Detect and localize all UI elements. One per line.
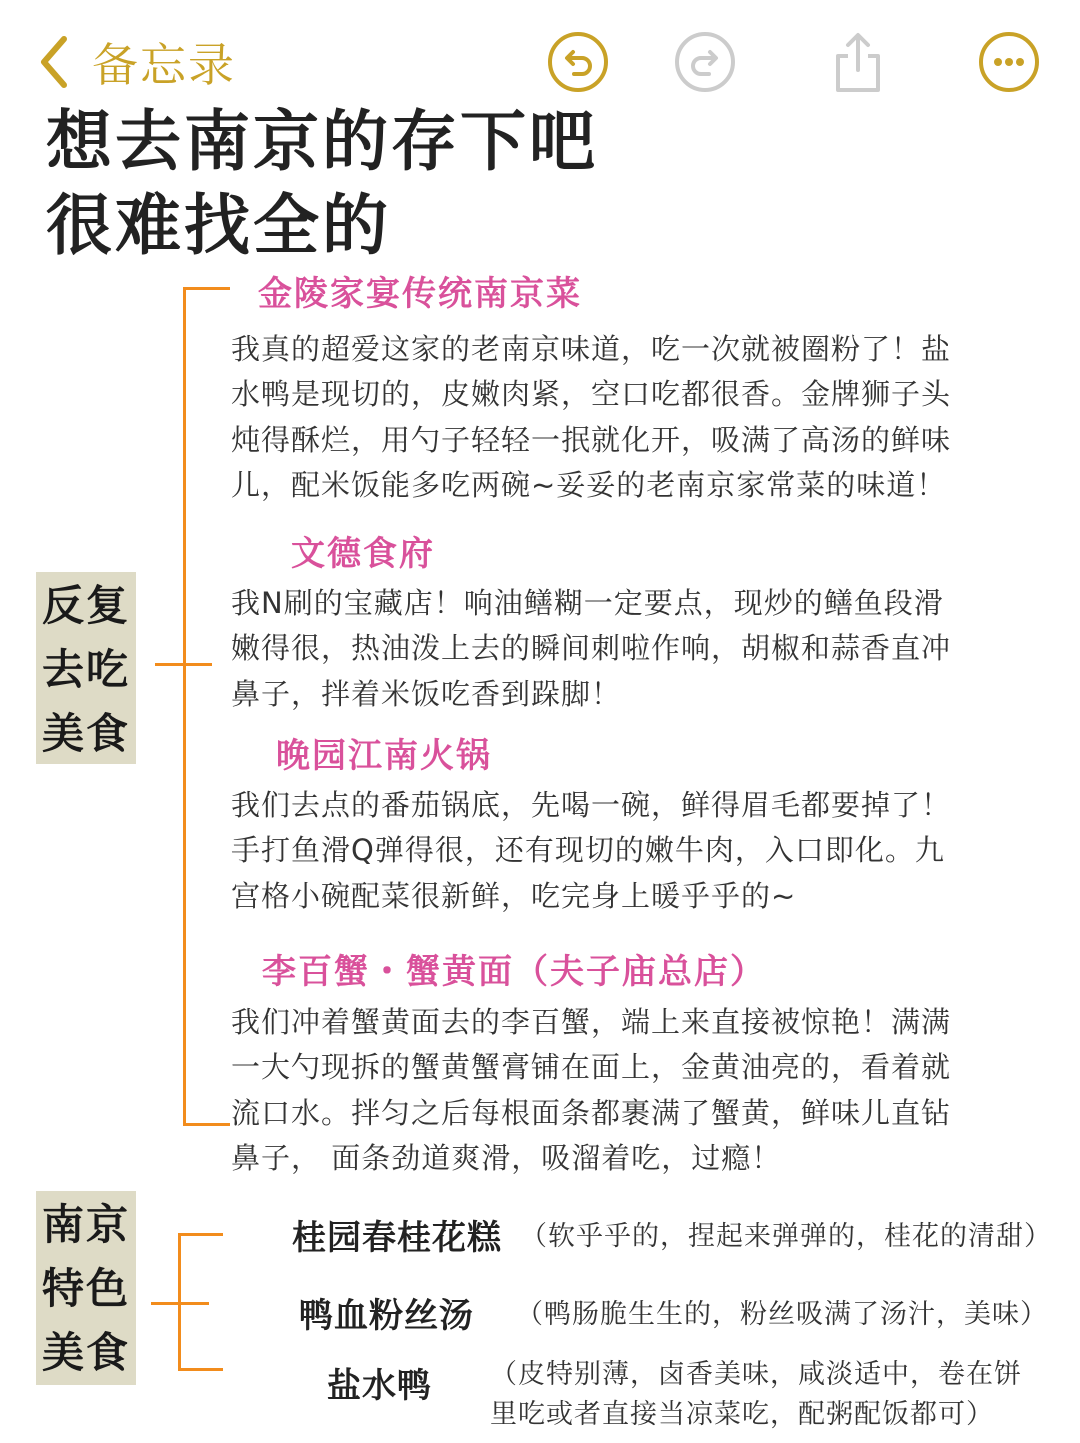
restaurant-description: 我N刷的宝藏店！响油鳝糊一定要点，现炒的鳝鱼段滑 嫩得很，热油泼上去的瞬间刺啦作响，胡椒和蒜香直冲 鼻子，拌着米饭吃香到跺脚！ xyxy=(231,586,952,711)
section-label-repeat-food: 反复 去吃 美食 xyxy=(36,572,136,764)
restaurant-description: 我们冲着蟹黄面去的李百蟹，端上来直接被惊艳！满满 一大勺现拆的蟹黄蟹膏铺在面上，金黄油亮的，看着就 流口水。拌匀之后每根面条都裹满了蟹黄，鲜味儿直钻 鼻子， 面条劲道爽滑，吸溜着吃，过瘾！ xyxy=(231,1005,952,1175)
specialty-description: （软乎乎的，捏起来弹弹的，桂花的清甜） xyxy=(520,1221,1052,1252)
bracket2-middle xyxy=(151,1302,209,1305)
back-label: 备忘录 xyxy=(92,38,236,92)
bracket-vertical xyxy=(183,287,186,1126)
restaurant-name: 晚园江南火锅 xyxy=(276,736,492,776)
restaurant-description: 我们去点的番茄锅底，先喝一碗，鲜得眉毛都要掉了！ 手打鱼滑Q弹得很，还有现切的嫩牛肉，入口即化。九 宫格小碗配菜很新鲜，吃完身上暖乎乎的~ xyxy=(231,788,952,913)
specialty-name: 鸭血粉丝汤 xyxy=(299,1296,474,1336)
specialty-name: 桂园春桂花糕 xyxy=(292,1218,502,1258)
title-line-1: 想去南京的存下吧 xyxy=(46,103,598,180)
redo-icon[interactable] xyxy=(673,30,737,94)
back-button[interactable] xyxy=(36,30,236,94)
more-icon[interactable] xyxy=(977,30,1041,94)
specialty-description: （鸭肠脆生生的，粉丝吸满了汤汁，美味） xyxy=(516,1299,1048,1330)
bracket2-top xyxy=(178,1233,223,1236)
specialty-name: 盐水鸭 xyxy=(327,1366,432,1406)
chevron-left-icon xyxy=(36,33,70,91)
specialty-description: （皮特别薄，卤香美味，咸淡适中，卷在饼 里吃或者直接当凉菜吃，配粥配饭都可） xyxy=(490,1359,1022,1430)
restaurant-name: 李百蟹・蟹黄面（夫子庙总店） xyxy=(262,952,766,992)
share-icon[interactable] xyxy=(826,30,890,94)
section-label-nanjing-specialties: 南京 特色 美食 xyxy=(36,1191,136,1385)
note-title xyxy=(46,100,746,268)
bracket-top xyxy=(183,287,230,290)
bracket-bottom xyxy=(183,1123,230,1126)
restaurant-description: 我真的超爱这家的老南京味道，吃一次就被圈粉了！盐 水鸭是现切的，皮嫩肉紧，空口吃都很香。金牌狮子头 炖得酥烂，用勺子轻轻一抿就化开，吸满了高汤的鲜味 儿，配米饭能多吃两碗~妥妥的老南京家常菜的味道！ xyxy=(231,332,952,502)
bracket2-bottom xyxy=(178,1368,223,1371)
restaurant-name: 金陵家宴传统南京菜 xyxy=(258,274,582,314)
bracket-middle xyxy=(155,663,212,666)
restaurant-name: 文德食府 xyxy=(291,534,435,574)
undo-icon[interactable] xyxy=(546,30,610,94)
title-line-2: 很难找全的 xyxy=(46,187,391,264)
